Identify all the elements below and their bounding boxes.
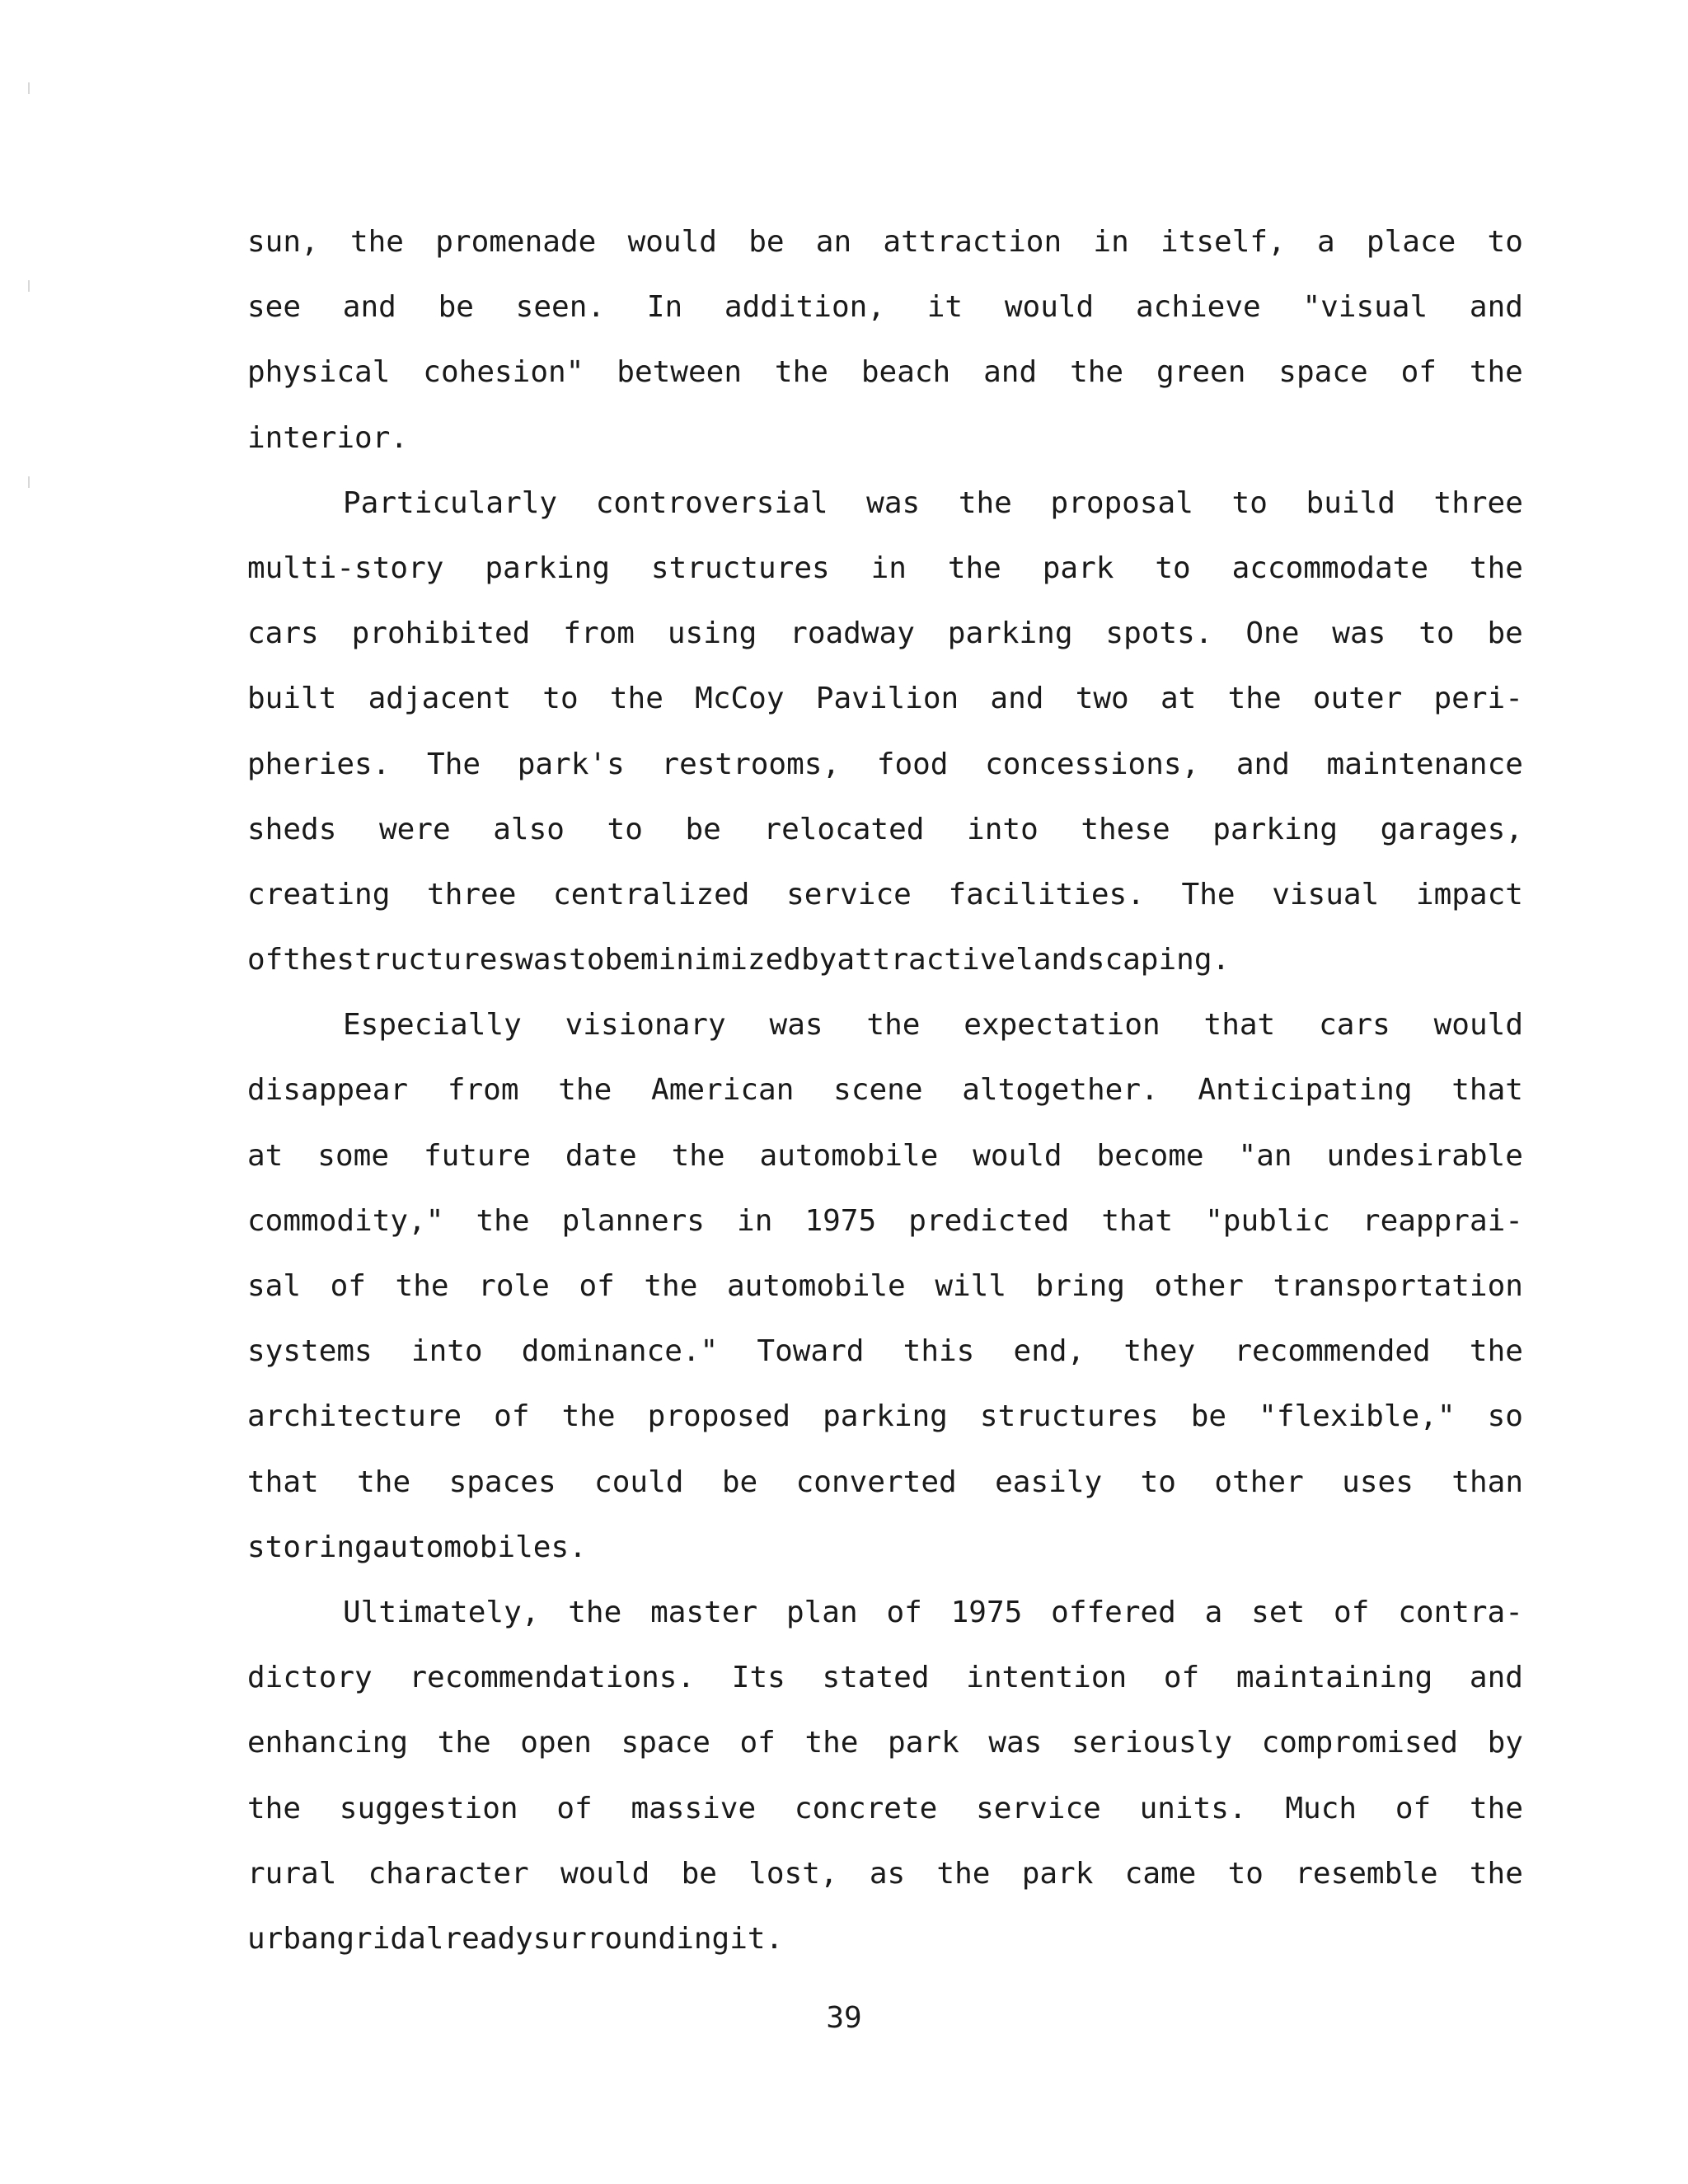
text-line: creating three centralized service facilities. The visual impact xyxy=(247,877,1523,912)
text-line: cars prohibited from using roadway parking spots. One was to be xyxy=(247,616,1523,651)
text-line: see and be seen. In addition, it would achieve "visual and xyxy=(247,290,1523,325)
scan-margin-mark xyxy=(28,280,30,292)
text-line: sal of the role of the automobile will bring other transportation xyxy=(247,1269,1523,1303)
text-line: rural character would be lost, as the park came to resemble the xyxy=(247,1856,1523,1891)
text-line: enhancing the open space of the park was seriously compromised by xyxy=(247,1726,1523,1760)
text-line: interior. xyxy=(247,420,409,455)
text-line: the suggestion of massive concrete service units. Much of the xyxy=(247,1791,1523,1825)
scan-margin-mark xyxy=(28,476,30,488)
paragraph xyxy=(247,992,1523,1580)
text-line: systems into dominance." Toward this end, they recommended the xyxy=(247,1334,1523,1369)
paragraph xyxy=(247,1580,1523,1971)
text-line: dictory recommendations. Its stated intention of maintaining and xyxy=(247,1661,1523,1695)
scan-margin-mark xyxy=(28,82,30,94)
text-line: that the spaces could be converted easily to other uses than xyxy=(247,1465,1523,1499)
text-line: physical cohesion" between the beach and the green space of the xyxy=(247,355,1523,390)
text-line: Particularly controversial was the proposal to build three xyxy=(343,485,1523,520)
paragraph xyxy=(247,209,1523,471)
text-line: Ultimately, the master plan of 1975 offered a set of contra- xyxy=(343,1595,1523,1629)
text-line: disappear from the American scene altogether. Anticipating that xyxy=(247,1073,1523,1108)
text-line: urban grid already surrounding it. xyxy=(247,1921,784,1956)
text-line: built adjacent to the McCoy Pavilion and two at the outer peri- xyxy=(247,682,1523,716)
page-number: 39 xyxy=(826,2001,862,2035)
text-line: multi-story parking structures in the park to accommodate the xyxy=(247,551,1523,585)
body-text xyxy=(247,209,1523,1971)
text-line: at some future date the automobile would become "an undesirable xyxy=(247,1138,1523,1173)
text-line: commodity," the planners in 1975 predicted that "public reapprai- xyxy=(247,1203,1523,1238)
text-line: storing automobiles. xyxy=(247,1530,587,1564)
text-line: sun, the promenade would be an attraction in itself, a place to xyxy=(247,225,1523,259)
text-line: of the structures was to be minimized by attractive landscaping. xyxy=(247,943,1231,977)
paragraph xyxy=(247,471,1523,993)
text-line: architecture of the proposed parking structures be "flexible," so xyxy=(247,1399,1523,1434)
text-line: Especially visionary was the expectation that cars would xyxy=(343,1008,1523,1043)
text-line: sheds were also to be relocated into these parking garages, xyxy=(247,812,1523,846)
text-line: pheries. The park's restrooms, food concessions, and maintenance xyxy=(247,747,1523,781)
